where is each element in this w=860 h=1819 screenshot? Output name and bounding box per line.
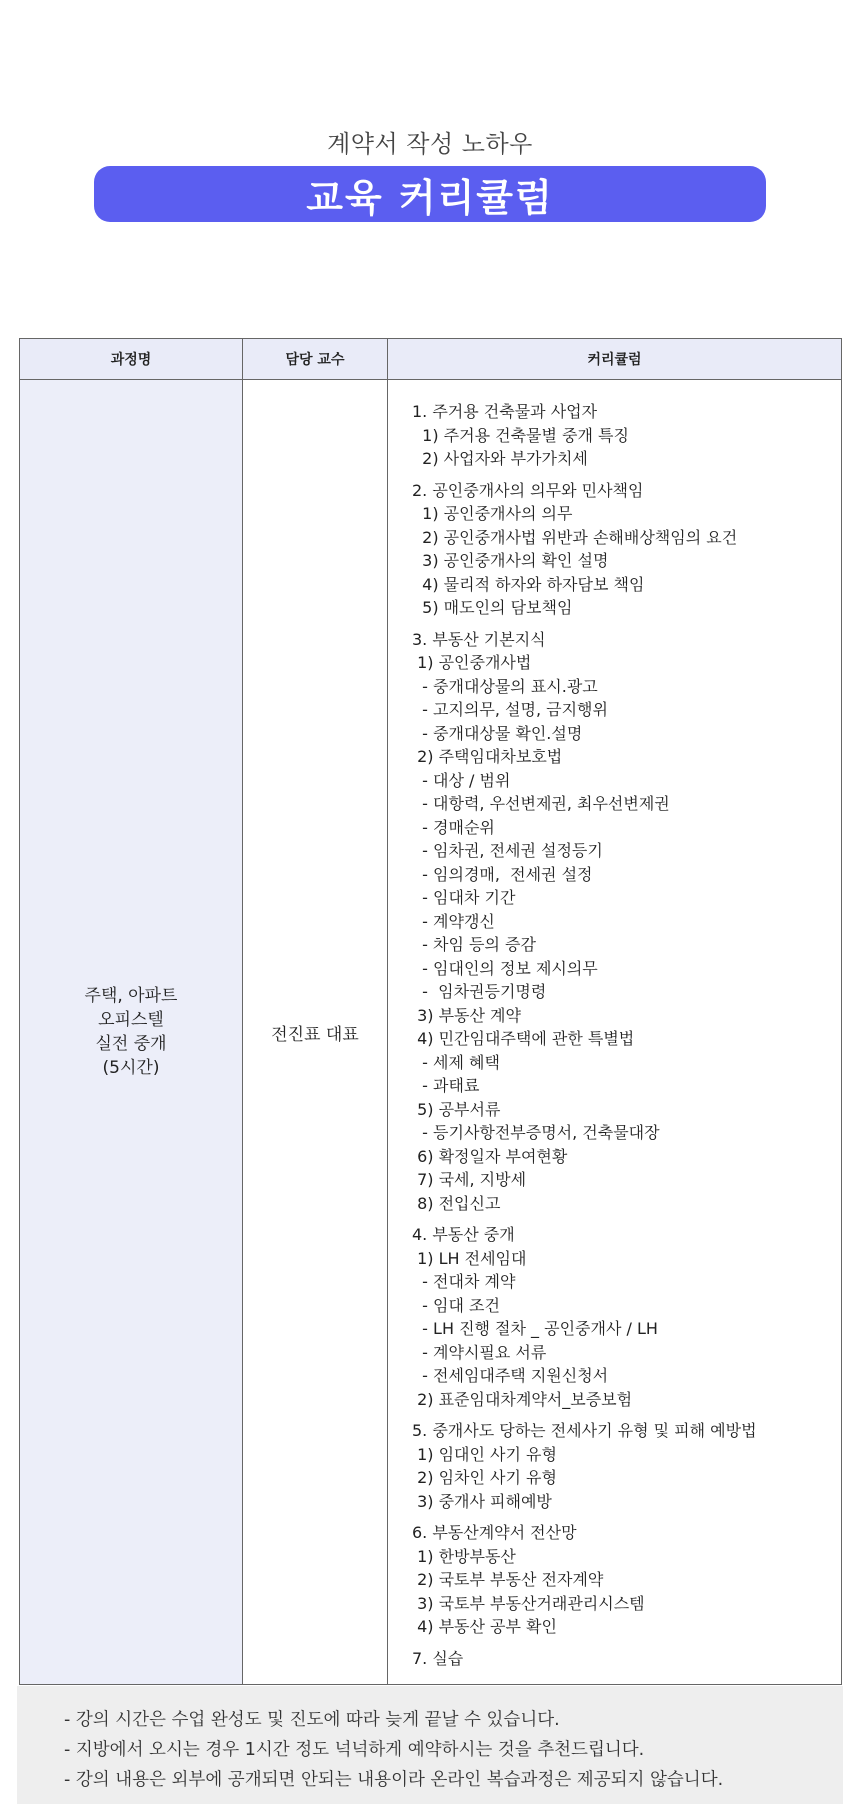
- curriculum-section: [412, 628, 841, 1216]
- curriculum-item: - 대상 / 범위: [412, 770, 511, 790]
- curriculum-item: - 중개대상물 확인.설명: [412, 723, 583, 743]
- curriculum-section-title: 3. 부동산 기본지식: [412, 629, 546, 649]
- curriculum-item: - 임대 조건: [412, 1295, 500, 1315]
- curriculum-item: 5) 공부서류: [412, 1099, 501, 1119]
- curriculum-item: - 차임 등의 증감: [412, 935, 536, 954]
- notice-line: - 강의 내용은 외부에 공개되면 안되는 내용이라 온라인 복습과정은 제공되지 않습니다.: [64, 1770, 724, 1790]
- curriculum-section-title: 5. 중개사도 당하는 전세사기 유형 및 피해 예방법: [412, 1421, 757, 1440]
- table-header-row: [20, 339, 842, 380]
- curriculum-item: 7) 국세, 지방세: [412, 1170, 527, 1189]
- curriculum-item: - 중개대상물의 표시.광고: [412, 676, 598, 696]
- instructor-cell: 전진표 대표: [243, 380, 388, 1685]
- curriculum-list: [412, 400, 841, 1670]
- curriculum-item: 2) 공인중개사법 위반과 손해배상책임의 요건: [412, 527, 738, 547]
- curriculum-item: - 대항력, 우선변제권, 최우선변제권: [412, 794, 670, 813]
- banner-title: 교육 커리큘럼: [306, 175, 554, 220]
- curriculum-item: 3) 국토부 부동산거래관리시스템: [412, 1593, 645, 1613]
- curriculum-cell: [388, 380, 842, 1685]
- curriculum-item: - 전대차 계약: [412, 1272, 516, 1291]
- curriculum-item: 3) 부동산 계약: [412, 1005, 521, 1025]
- curriculum-item: - 계약갱신: [412, 911, 495, 931]
- curriculum-section-title: 6. 부동산계약서 전산망: [412, 1523, 577, 1542]
- header-instructor: 담당 교수: [243, 339, 388, 380]
- curriculum-section: [412, 479, 841, 620]
- curriculum-item: 4) 물리적 하자와 하자담보 책임: [412, 574, 645, 594]
- curriculum-item: - 임차권, 전세권 설정등기: [412, 841, 603, 860]
- course-name-line: 오피스텔: [98, 1010, 164, 1030]
- notice-line: - 강의 시간은 수업 완성도 및 진도에 따라 늦게 끝날 수 있습니다.: [64, 1710, 560, 1730]
- curriculum-item: 3) 공인중개사의 확인 설명: [412, 551, 609, 570]
- curriculum-item: 2) 국토부 부동산 전자계약: [412, 1570, 604, 1589]
- curriculum-banner: [94, 166, 766, 222]
- curriculum-item: - 고지의무, 설명, 금지행위: [412, 700, 608, 719]
- course-name-line: (5시간): [102, 1058, 160, 1078]
- curriculum-section-title: 7. 실습: [412, 1648, 464, 1668]
- curriculum-item: - 계약시필요 서류: [412, 1342, 547, 1362]
- page-subtitle: 계약서 작성 노하우: [327, 130, 533, 158]
- curriculum-section: [412, 1521, 841, 1639]
- curriculum-section-title: 4. 부동산 중개: [412, 1225, 515, 1244]
- curriculum-item: 1) 주거용 건축물별 중개 특징: [412, 425, 629, 445]
- curriculum-item: - 임대인의 정보 제시의무: [412, 958, 598, 978]
- course-name-line: 주택, 아파트: [84, 986, 178, 1006]
- curriculum-item: 4) 민간임대주택에 관한 특별법: [412, 1029, 635, 1048]
- curriculum-item: - 임차권등기명령: [412, 982, 547, 1001]
- curriculum-item: - 과태료: [412, 1076, 480, 1095]
- curriculum-item: 1) LH 전세임대: [412, 1248, 527, 1268]
- header-course-name: 과정명: [20, 339, 243, 380]
- curriculum-item: - 전세임대주택 지원신청서: [412, 1366, 609, 1385]
- curriculum-item: - 임의경매, 전세권 설정: [412, 864, 593, 884]
- curriculum-section: [412, 1223, 841, 1411]
- notice-box: [17, 1686, 843, 1804]
- curriculum-item: 1) 공인중개사법: [412, 653, 532, 672]
- curriculum-item: 2) 사업자와 부가가치세: [412, 449, 588, 468]
- curriculum-item: - LH 진행 절차 _ 공인중개사 / LH: [412, 1319, 658, 1338]
- curriculum-item: 3) 중개사 피해예방: [412, 1491, 552, 1511]
- curriculum-item: 1) 한방부동산: [412, 1546, 516, 1566]
- course-name-line: 실전 중개: [95, 1034, 167, 1054]
- curriculum-item: 2) 표준임대차계약서_보증보험: [412, 1389, 633, 1409]
- curriculum-section-title: 1. 주거용 건축물과 사업자: [412, 402, 598, 421]
- curriculum-item: 6) 확정일자 부여현황: [412, 1146, 568, 1166]
- curriculum-item: 5) 매도인의 담보책임: [412, 598, 573, 617]
- curriculum-item: 1) 공인중개사의 의무: [412, 504, 573, 523]
- curriculum-item: - 등기사항전부증명서, 건축물대장: [412, 1123, 660, 1142]
- curriculum-section-title: 2. 공인중개사의 의무와 민사책임: [412, 480, 644, 500]
- curriculum-item: - 경매순위: [412, 817, 495, 837]
- notice-line: - 지방에서 오시는 경우 1시간 정도 넉넉하게 예약하시는 것을 추천드립니다.: [64, 1740, 645, 1760]
- curriculum-item: 8) 전입신고: [412, 1193, 501, 1213]
- curriculum-item: - 세제 혜택: [412, 1052, 500, 1072]
- header-curriculum: 커리큘럼: [388, 339, 842, 380]
- curriculum-item: 2) 임차인 사기 유형: [412, 1468, 557, 1487]
- curriculum-table: [19, 338, 842, 1685]
- curriculum-item: 2) 주택임대차보호법: [412, 747, 563, 766]
- curriculum-section: [412, 1647, 841, 1671]
- curriculum-section: [412, 1419, 841, 1513]
- curriculum-item: 1) 임대인 사기 유형: [412, 1444, 557, 1464]
- curriculum-item: - 임대차 기간: [412, 888, 516, 907]
- course-name-cell: [20, 380, 243, 1685]
- table-row: [20, 380, 842, 1685]
- curriculum-item: 4) 부동산 공부 확인: [412, 1617, 557, 1636]
- curriculum-section: [412, 400, 841, 471]
